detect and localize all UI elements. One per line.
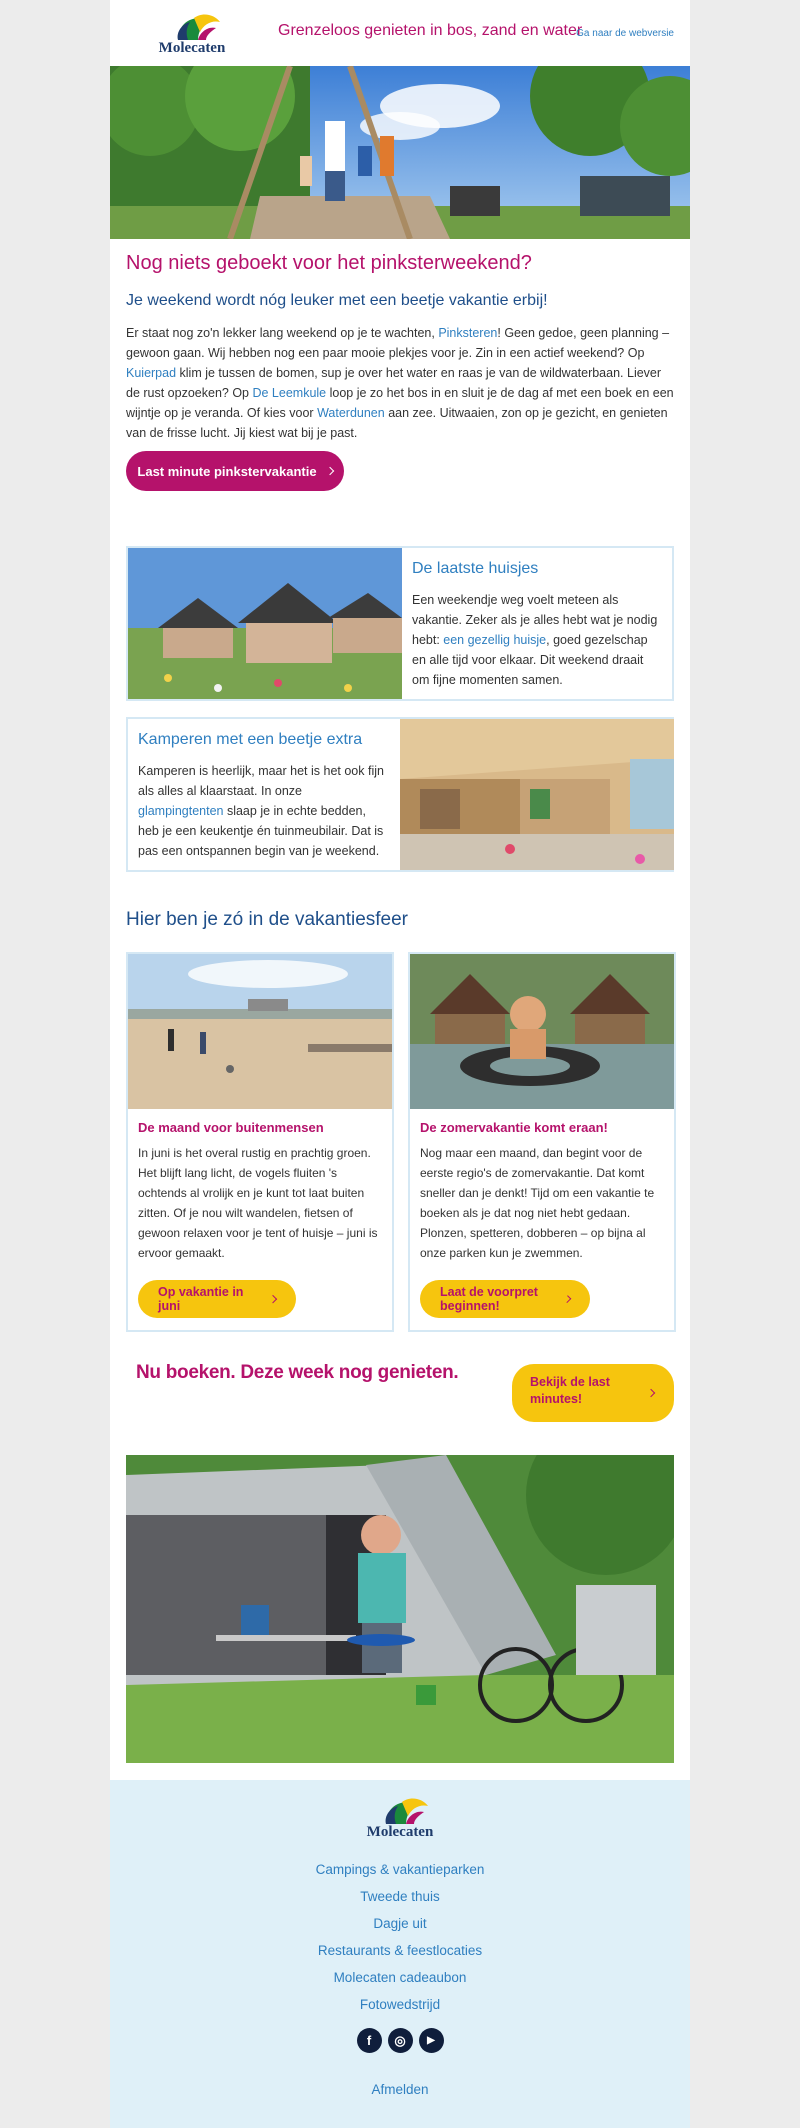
footer-link-tweede-thuis[interactable]: Tweede thuis [360,1889,440,1904]
vakantiesfeer-title: Hier ben je zó in de vakantiesfeer [126,909,408,930]
juni-body [128,1109,392,1273]
zomer-text: Nog maar een maand, dan begint voor de eerste regio's de zomervakantie. Dat komt sneller dan je denkt! Tijd om een vakantie te boeken als je dat nog niet hebt gedaan. Plonzen, spetteren, dobberen – op bijna al onze parken kun je zwemmen. [420,1146,655,1260]
cta-line: Nu boeken. Deze week nog genieten. [136,1362,459,1383]
link-kuierpad[interactable]: Kuierpad [126,366,177,380]
swimming-image [410,954,674,1109]
chevron-right-icon [269,1295,277,1303]
intro-section [126,250,674,443]
laat-voorpret-beginnen-button[interactable] [420,1280,590,1318]
button-label: Op vakantie in juni [158,1285,244,1313]
camping-image [126,1455,674,1763]
chevron-right-icon [325,467,333,475]
huisjes-body [412,590,664,690]
button-label: Laat de voorpret beginnen! [440,1285,538,1313]
card-zomer [408,952,676,1332]
huisjes-image [128,548,402,699]
card-juni [126,952,394,1332]
kamperen-body [138,761,390,861]
huisjes-title: De laatste huisjes [412,560,539,577]
intro-text-part: Er staat nog zo'n lekker lang weekend op je te wachten, [126,326,439,340]
logo-mark-icon [362,1794,438,1828]
kamperen-text-part: slaap je in echte bedden, heb je een keukentje én tuinmeubilair. Dat is pas een ontspannen begin van je weekend. [138,804,384,858]
huisjes-text-part: , goed gezelschap en alle tijd voor elkaar. Dit weekend draait om fijne momenten samen. [412,633,648,687]
unsubscribe-link[interactable]: Afmelden [371,2082,429,2097]
card-kamperen [126,717,674,872]
intro-text-part: aan zee. Uitwaaien, zon op je gezicht, en genieten van de frisse lucht. Jij kiest wat bij je past. [126,406,668,440]
intro-text-part: loop je zo het bos in en sluit je de dag af met een boek en een wijntje op je veranda. Of kies voor [126,386,674,420]
intro-text-part: ! Geen gedoe, geen planning – gewoon gaan. Wij hebben nog een paar mooie plekjes voor je. Zin in een actief weekend? Op [126,326,670,360]
chevron-right-icon [564,1295,571,1302]
link-glampingtenten[interactable]: glampingtenten [138,804,224,818]
footer-links [110,1856,690,2018]
kamperen-text-part: Kamperen is heerlijk, maar het is het ook fijn als alles al klaarstaat. In onze [138,764,384,798]
footer-logo-text: Molecaten [366,1824,434,1840]
intro-text [126,323,674,443]
huisjes-text-part: Een weekendje weg voelt meteen als vakantie. Zeker als je alles hebt wat je nodig hebt: [412,593,658,647]
footer-logo[interactable] [362,1794,438,1842]
button-label: Bekijk de last minutes! [530,1375,610,1406]
footer-link-fotowedstrijd[interactable]: Fotowedstrijd [359,1997,441,2012]
intro-title: Nog niets geboekt voor het pinksterweekend? [126,252,532,274]
instagram-icon[interactable]: ◎ [388,2028,413,2053]
facebook-icon[interactable]: f [357,2028,382,2053]
footer-link-cadeaubon[interactable]: Molecaten cadeaubon [333,1970,467,1985]
zomer-title: De zomervakantie komt eraan! [420,1120,608,1135]
zomer-body [410,1109,674,1273]
link-leemkule[interactable]: De Leemkule [252,386,327,400]
link-gezellig-huisje[interactable]: een gezellig huisje [443,633,547,647]
social-icons [110,2028,690,2053]
intro-text-part: klim je tussen de bomen, sup je over het water en raas je van de wildwaterbaan. Liever de rust opzoeken? Op [126,366,662,400]
op-vakantie-juni-button[interactable] [138,1280,296,1318]
intro-subtitle: Je weekend wordt nóg leuker met een beetje vakantie erbij! [126,292,548,309]
footer-link-campings[interactable]: Campings & vakantieparken [315,1862,485,1877]
logo-mark-icon [154,10,230,44]
molecaten-logo[interactable] [154,10,230,58]
footer-link-dagje-uit[interactable]: Dagje uit [373,1916,427,1931]
kamperen-title: Kamperen met een beetje extra [138,731,363,748]
email-container [110,0,690,2128]
chevron-right-icon [647,1389,655,1397]
juni-title: De maand voor buitenmensen [138,1120,324,1135]
button-label: Last minute pinkstervakantie [137,463,317,479]
juni-text: In juni is het overal rustig en prachtig groen. Het blijft lang licht, de vogels fluiten 's ochtends al vrolijk en je kunt tot laat buiten zitten. Of je nou wilt wandelen, fietsen of gewoon relaxen voor je tent of huisje – juni is ervoor gemaakt. [138,1146,378,1260]
link-pinksteren[interactable]: Pinksteren [438,326,498,340]
last-minute-pinkster-button[interactable] [126,451,344,491]
hero-image [110,66,690,239]
header [110,0,690,66]
link-waterdunen[interactable]: Waterdunen [317,406,385,420]
footer-link-restaurants[interactable]: Restaurants & feestlocaties [317,1943,483,1958]
webversion-link[interactable]: Ga naar de webversie [576,28,674,39]
glamping-image [400,719,674,870]
card-huisjes [126,546,674,701]
kamperen-text [128,719,400,870]
logo-text: Molecaten [158,40,226,56]
youtube-icon[interactable]: ▶ [419,2028,444,2053]
footer [110,1780,690,2128]
tagline: Grenzeloos genieten in bos, zand en water [278,22,583,39]
huisjes-text [402,548,674,699]
bekijk-last-minutes-button[interactable] [512,1364,674,1422]
beach-image [128,954,392,1109]
